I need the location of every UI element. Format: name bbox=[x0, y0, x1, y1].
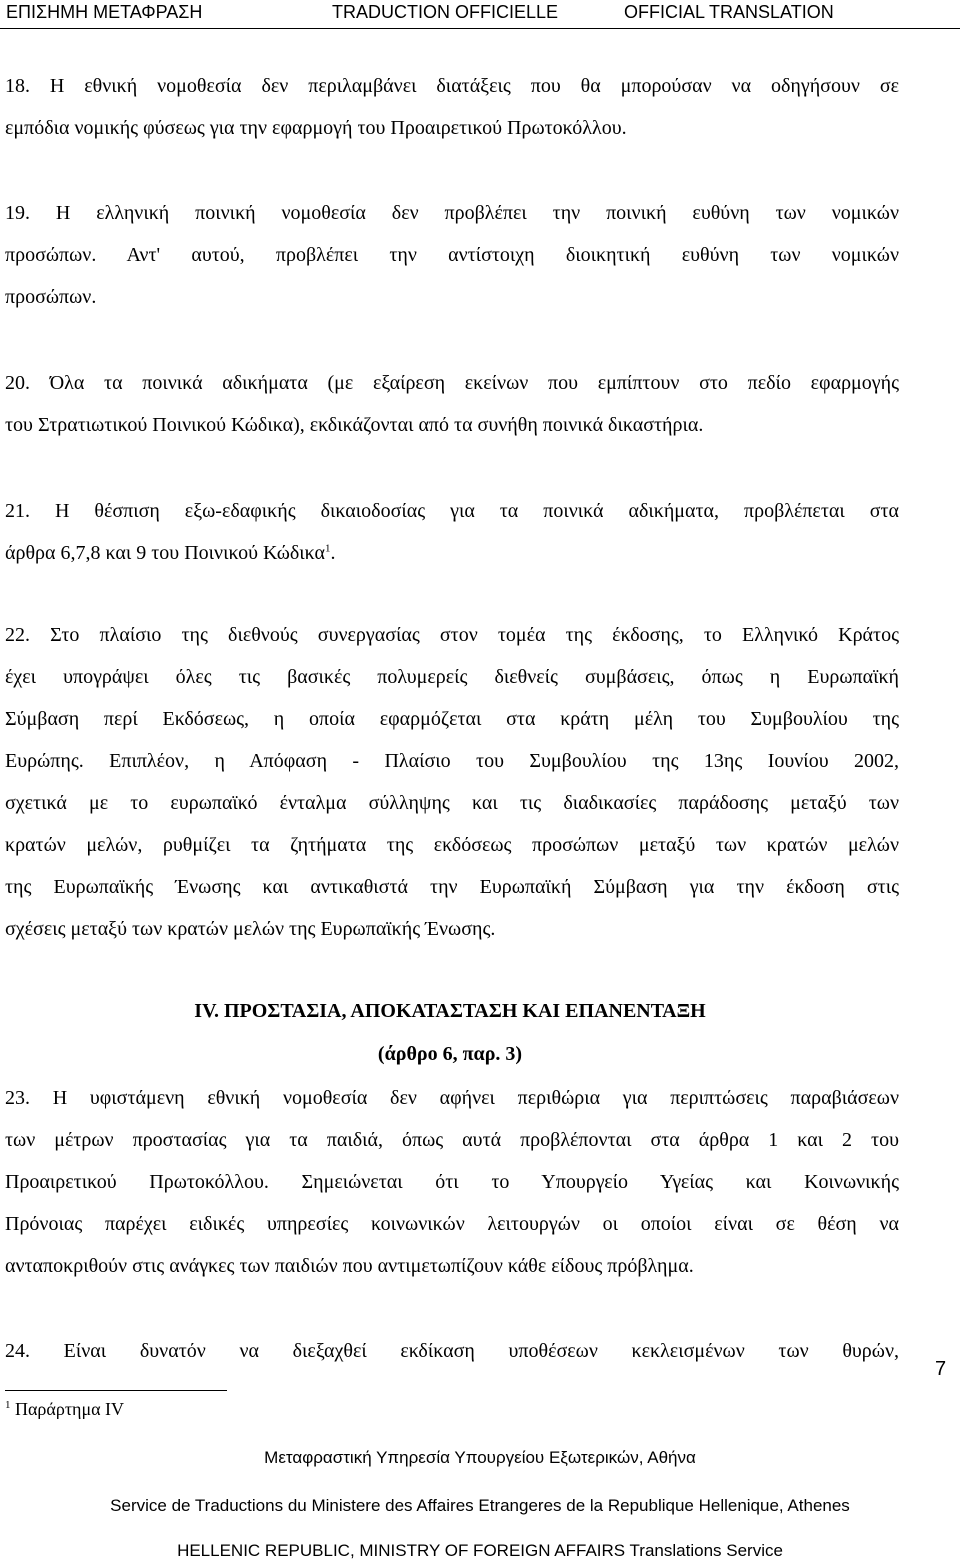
text-line: Πρόνοιας παρέχει ειδικές υπηρεσίες κοινωνικών λειτουργών οι οποίοι είναι σε θέση να bbox=[5, 1213, 899, 1235]
text-line: του Στρατιωτικού Ποινικού Κώδικα), εκδικάζονται από τα συνήθη ποινικά δικαστήρια. bbox=[5, 414, 704, 436]
paragraph-22 bbox=[5, 614, 899, 950]
footnote-text: Παράρτημα IV bbox=[10, 1399, 125, 1419]
text-line: κρατών μελών, ρυθμίζει τα ζητήματα της εκδόσεως προσώπων μεταξύ των κρατών μελών bbox=[5, 834, 899, 856]
text-line: 24. Είναι δυνατόν να διεξαχθεί εκδίκαση υποθέσεων κεκλεισμένων των θυρών, bbox=[5, 1340, 899, 1362]
paragraph-18 bbox=[5, 65, 899, 149]
text-line: 19. Η ελληνική ποινική νομοθεσία δεν προβλέπει την ποινική ευθύνη των νομικών bbox=[5, 202, 899, 224]
text-line: 23. Η υφιστάμενη εθνική νομοθεσία δεν αφήνει περιθώρια για περιπτώσεις παραβιάσεων bbox=[5, 1087, 899, 1109]
text-line: έχει υπογράψει όλες τις βασικές πολυμερείς διεθνείς συμβάσεις, όπως η Ευρωπαϊκή bbox=[5, 666, 899, 688]
text-line: Σύμβαση περί Εκδόσεως, η οποία εφαρμόζεται στα κράτη μέλη του Συμβουλίου της bbox=[5, 708, 899, 730]
section-heading: IV. ΠΡΟΣΤΑΣΙΑ, ΑΠΟΚΑΤΑΣΤΑΣΗ ΚΑΙ ΕΠΑΝΕΝΤΑΞΗ bbox=[194, 1000, 706, 1022]
text-line: Προαιρετικού Πρωτοκόλλου. Σημειώνεται ότι το Υπουργείο Υγείας και Κοινωνικής bbox=[5, 1171, 899, 1193]
paragraph-20 bbox=[5, 362, 899, 446]
text-line: σχετικά με το ευρωπαϊκό ένταλμα σύλληψης και τις διαδικασίες παράδοσης μεταξύ των bbox=[5, 792, 899, 814]
translation-header bbox=[0, 0, 960, 26]
footnote bbox=[5, 1399, 124, 1420]
header-french: TRADUCTION OFFICIELLE bbox=[332, 2, 559, 22]
header-greek: ΕΠΙΣΗΜΗ ΜΕΤΑΦΡΑΣΗ bbox=[6, 2, 203, 22]
text-line: σχέσεις μεταξύ των κρατών μελών της Ευρωπαϊκής Ένωσης. bbox=[5, 918, 496, 940]
text-line: προσώπων. Αντ' αυτού, προβλέπει την αντίστοιχη διοικητική ευθύνη των νομικών bbox=[5, 244, 899, 266]
text-line bbox=[5, 532, 899, 574]
footnote-marker: 1 bbox=[5, 1399, 11, 1411]
page-number: 7 bbox=[935, 1358, 947, 1380]
paragraph-23 bbox=[5, 1077, 899, 1287]
text-line-end: . bbox=[330, 542, 336, 564]
text-line: ανταποκριθούν στις ανάγκες των παιδιών που αντιμετωπίζουν κάθε είδους πρόβλημα. bbox=[5, 1255, 694, 1277]
footer-line-greek: Μεταφραστική Υπηρεσία Υπουργείου Εξωτερικών, Αθήνα bbox=[264, 1448, 696, 1467]
footer-line-french: Service de Traductions du Ministere des Affaires Etrangeres de la Republique Hellenique, Athenes bbox=[110, 1496, 850, 1515]
text-line: των μέτρων προστασίας για τα παιδιά, όπως αυτά προβλέπονται στα άρθρα 1 και 2 του bbox=[5, 1129, 899, 1151]
paragraph-21 bbox=[5, 490, 899, 574]
text-line: 20. Όλα τα ποινικά αδικήματα (με εξαίρεση εκείνων που εμπίπτουν στο πεδίο εφαρμογής bbox=[5, 372, 899, 394]
text-line: 18. Η εθνική νομοθεσία δεν περιλαμβάνει διατάξεις που θα μπορούσαν να οδηγήσουν σε bbox=[5, 75, 899, 97]
text-line: 21. Η θέσπιση εξω-εδαφικής δικαιοδοσίας για τα ποινικά αδικήματα, προβλέπεται στα bbox=[5, 500, 899, 522]
text-line: 22. Στο πλαίσιο της διεθνούς συνεργασίας στον τομέα της έκδοσης, το Ελληνικό Κράτος bbox=[5, 624, 899, 646]
text-line: προσώπων. bbox=[5, 286, 97, 308]
footer-line-english: HELLENIC REPUBLIC, MINISTRY OF FOREIGN AFFAIRS Translations Service bbox=[177, 1541, 783, 1560]
paragraph-24 bbox=[5, 1330, 899, 1372]
section-subheading: (άρθρο 6, παρ. 3) bbox=[377, 1043, 523, 1065]
header-rule bbox=[0, 28, 960, 29]
header-english: OFFICIAL TRANSLATION bbox=[624, 2, 834, 22]
text-line-content: άρθρα 6,7,8 και 9 του Ποινικού Κώδικα bbox=[5, 542, 326, 564]
footnote-reference[interactable]: 1 bbox=[325, 542, 331, 555]
text-line: Ευρώπης. Επιπλέον, η Απόφαση - Πλαίσιο του Συμβουλίου της 13ης Ιουνίου 2002, bbox=[5, 750, 899, 772]
paragraph-19 bbox=[5, 192, 899, 318]
text-line: της Ευρωπαϊκής Ένωσης και αντικαθιστά την Ευρωπαϊκή Σύμβαση για την έκδοση στις bbox=[5, 876, 899, 898]
text-line: εμπόδια νομικής φύσεως για την εφαρμογή του Προαιρετικού Πρωτοκόλλου. bbox=[5, 117, 627, 139]
footnote-separator bbox=[5, 1390, 227, 1391]
